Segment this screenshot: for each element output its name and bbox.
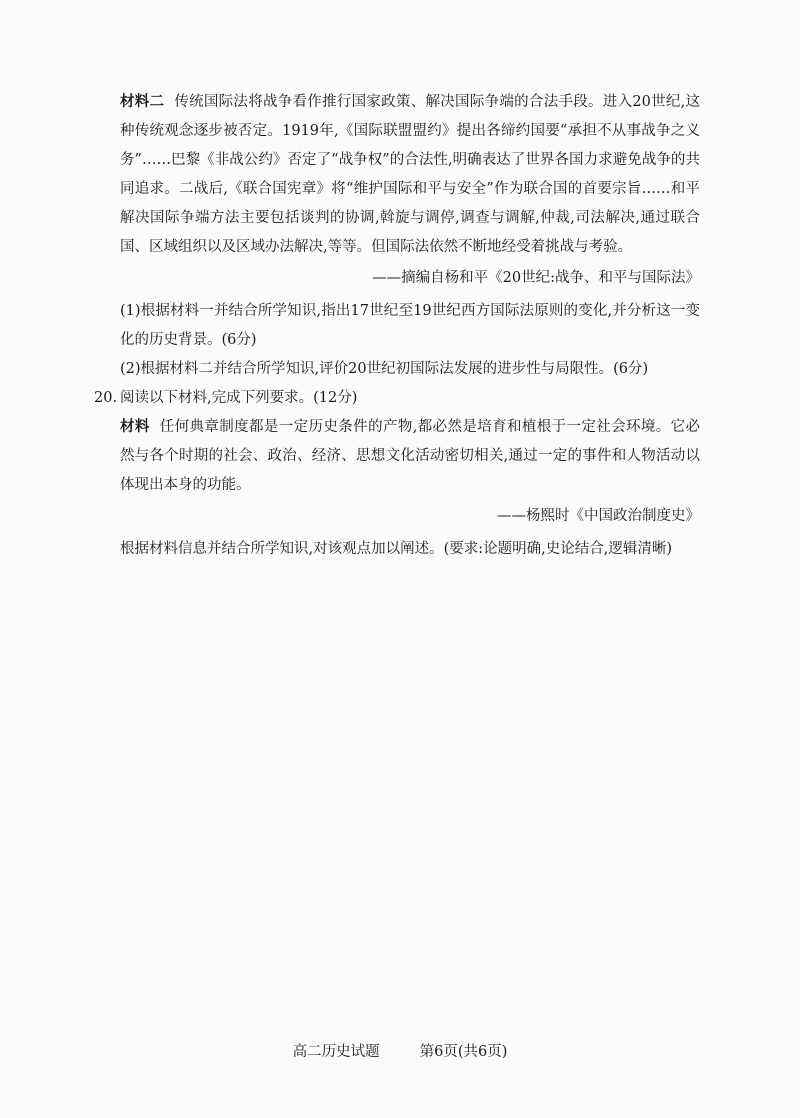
question-20-requirement: 根据材料信息并结合所学知识,对该观点加以阐述。(要求:论题明确,史论结合,逻辑清晰) bbox=[120, 541, 673, 557]
question-19-part-1: (1)根据材料一并结合所学知识,指出17世纪至19世纪西方国际法原则的变化,并分析这一变化的历史背景。(6分) bbox=[120, 303, 700, 348]
material-2-source: ——摘编自杨和平《20世纪:战争、和平与国际法》 bbox=[372, 270, 700, 286]
question-20-material-paragraph bbox=[120, 413, 700, 500]
footer-title: 高二历史试题 bbox=[292, 1044, 380, 1060]
page-content bbox=[94, 88, 701, 564]
page-footer bbox=[0, 1040, 800, 1061]
question-20-source: ——杨熙时《中国政治制度史》 bbox=[497, 508, 700, 524]
question-20-prompt: 阅读以下材料,完成下列要求。(12分) bbox=[120, 390, 358, 406]
question-20-material-text: 任何典章制度都是一定历史条件的产物,都必然是培育和植根于一定社会环境。它必然与各个时期的社会、政治、经济、思想文化活动密切相关,通过一定的事件和人物活动以体现出本身的功能。 bbox=[120, 419, 701, 493]
question-19-part-2: (2)根据材料二并结合所学知识,评价20世纪初国际法发展的进步性与局限性。(6分) bbox=[120, 361, 649, 377]
material-2-paragraph bbox=[120, 88, 700, 262]
question-20-prompt-line bbox=[94, 384, 700, 413]
material-2-label: 材料二 bbox=[120, 94, 165, 110]
material-2-text: 传统国际法将战争看作推行国家政策、解决国际争端的合法手段。进入20世纪,这种传统观念逐步被否定。1919年,《国际联盟盟约》提出各缔约国要“承担不从事战争之义务”……巴黎《非战公约》否定了“战争权”的合法性,明确表达了世界各国力求避免战争的共同追求。二战后,《联合国宪章》将“维护国际和平与安全”作为联合国的首要宗旨……和平解决国际争端方法主要包括谈判的协调,斡旋与调停,调查与调解,仲裁,司法解决,通过联合国、区域组织以及区域办法解决,等等。但国际法依然不断地经受着挑战与考验。 bbox=[120, 94, 700, 255]
footer-page-number: 第6页(共6页) bbox=[419, 1044, 508, 1060]
question-20-number: 20. bbox=[94, 390, 118, 406]
question-20-material-label: 材料 bbox=[120, 419, 150, 435]
